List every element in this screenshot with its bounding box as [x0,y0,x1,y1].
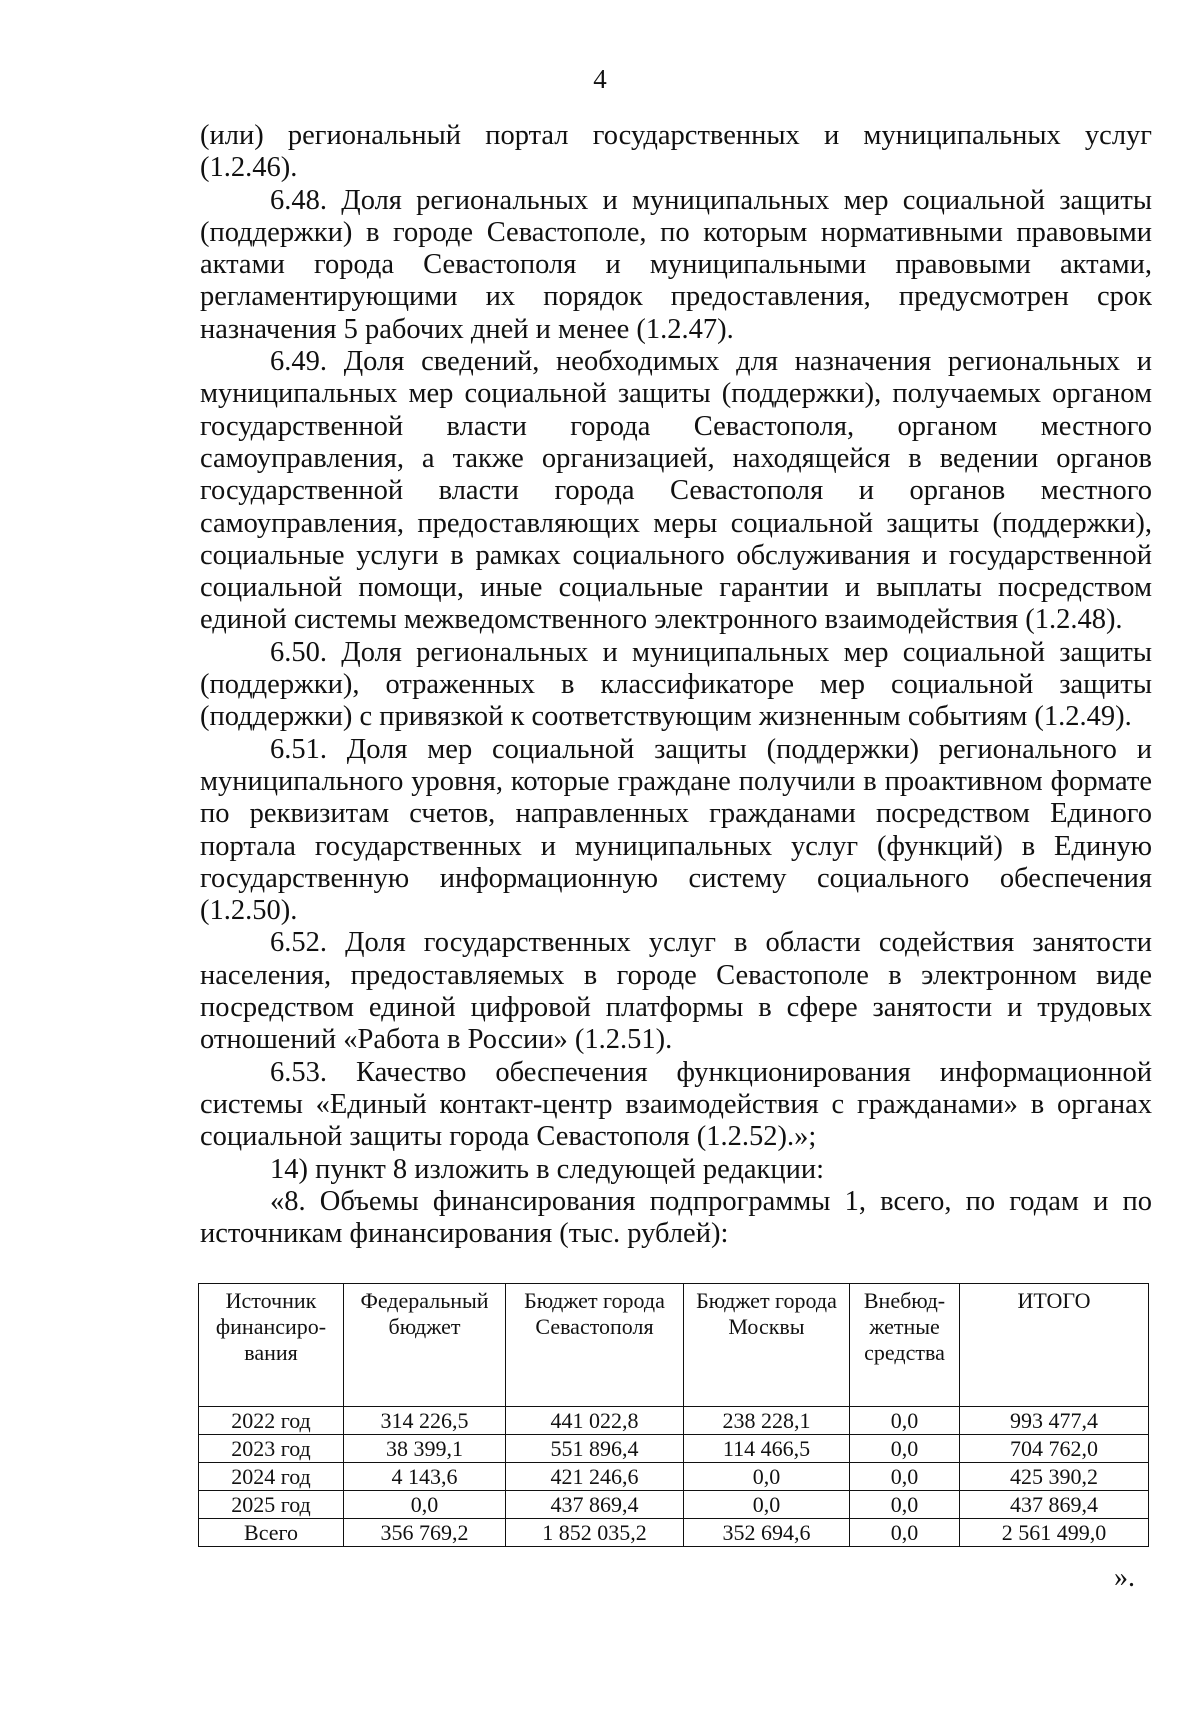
table-cell: 437 869,4 [960,1491,1149,1519]
financing-table-container [198,1283,1148,1547]
table-header-cell: ИТОГО [960,1284,1149,1407]
paragraph: 6.48. Доля региональных и муниципальных мер социальной защиты (поддержки) в городе Севастополе, по которым нормативными правовыми актами города Севастополя и муниципальными правовыми актами, регламентирующими их порядок предоставления, предусмотрен срок назначения 5 рабочих дней и менее (1.2.47). [200,184,1152,345]
table-cell: 0,0 [850,1435,960,1463]
paragraph: 6.49. Доля сведений, необходимых для назначения региональных и муниципальных мер социальной защиты (поддержки), получаемых органом государственной власти города Севастополя, органом местного самоуправления, а также организацией, находящейся в ведении органов государственной власти города Севастополя и органов местного самоуправления, предоставляющих меры социальной защиты (поддержки), социальные услуги в рамках социального обслуживания и государственной социальной помощи, иные социальные гарантии и выплаты посредством единой системы межведомственного электронного взаимодействия (1.2.48). [200,346,1152,636]
table-cell: 704 762,0 [960,1435,1149,1463]
table-body [199,1407,1149,1547]
table-cell: 0,0 [850,1491,960,1519]
table-cell: 551 896,4 [506,1435,684,1463]
table-row [199,1435,1149,1463]
paragraph: 6.51. Доля мер социальной защиты (поддержки) регионального и муниципального уровня, которые граждане получили в проактивном формате по реквизитам счетов, направленных гражданами посредством Единого портала государственных и муниципальных услуг (функций) в Единую государственную информационную систему социального обеспечения (1.2.50). [200,733,1152,927]
table-cell: 352 694,6 [684,1519,850,1547]
financing-table [198,1283,1149,1547]
table-cell: 421 246,6 [506,1463,684,1491]
table-row-label: 2023 год [199,1435,344,1463]
table-row [199,1463,1149,1491]
table-cell: 1 852 035,2 [506,1519,684,1547]
paragraph: 6.53. Качество обеспечения функционирования информационной системы «Единый контакт-центр взаимодействия с гражданами» в органах социальной защиты города Севастополя (1.2.52).»; [200,1056,1152,1153]
paragraph: 6.50. Доля региональных и муниципальных мер социальной защиты (поддержки), отраженных в классификаторе мер социальной защиты (поддержки) с привязкой к соответствующим жизненным событиям (1.2.49). [200,636,1152,733]
table-cell: 2 561 499,0 [960,1519,1149,1547]
table-header-cell: Источник финансиро-вания [199,1284,344,1407]
table-cell: 441 022,8 [506,1407,684,1435]
table-row [199,1491,1149,1519]
document-body [200,120,1152,1250]
table-header-cell: Федеральный бюджет [344,1284,506,1407]
table-cell: 38 399,1 [344,1435,506,1463]
table-row [199,1407,1149,1435]
table-row-label: 2022 год [199,1407,344,1435]
table-cell: 993 477,4 [960,1407,1149,1435]
table-cell: 114 466,5 [684,1435,850,1463]
table-cell: 0,0 [850,1519,960,1547]
table-header-row [199,1284,1149,1407]
table-row-label: 2024 год [199,1463,344,1491]
paragraph: 6.52. Доля государственных услуг в области содействия занятости населения, предоставляемых в городе Севастополе в электронном виде посредством единой цифровой платформы в сфере занятости и трудовых отношений «Работа в России» (1.2.51). [200,927,1152,1056]
table-row-label: Всего [199,1519,344,1547]
table-header-cell: Бюджет города Москвы [684,1284,850,1407]
table-header-cell: Бюджет города Севастополя [506,1284,684,1407]
table-cell: 0,0 [850,1463,960,1491]
closing-quote-mark: ». [1114,1562,1135,1593]
paragraph: 14) пункт 8 изложить в следующей редакции: [270,1153,825,1185]
page-number: 4 [593,64,607,94]
paragraph: «8. Объемы финансирования подпрограммы 1, всего, по годам и по источникам финансирования (тыс. рублей): [200,1185,1152,1250]
table-cell: 0,0 [684,1491,850,1519]
table-row [199,1519,1149,1547]
table-cell: 238 228,1 [684,1407,850,1435]
table-cell: 356 769,2 [344,1519,506,1547]
table-header-cell: Внебюд-жетные средства [850,1284,960,1407]
table-cell: 0,0 [344,1491,506,1519]
table-cell: 437 869,4 [506,1491,684,1519]
paragraph: (или) региональный портал государственных и муниципальных услуг (1.2.46). [200,120,1152,184]
table-row-label: 2025 год [199,1491,344,1519]
table-cell: 314 226,5 [344,1407,506,1435]
table-cell: 0,0 [684,1463,850,1491]
table-cell: 4 143,6 [344,1463,506,1491]
table-cell: 425 390,2 [960,1463,1149,1491]
table-cell: 0,0 [850,1407,960,1435]
